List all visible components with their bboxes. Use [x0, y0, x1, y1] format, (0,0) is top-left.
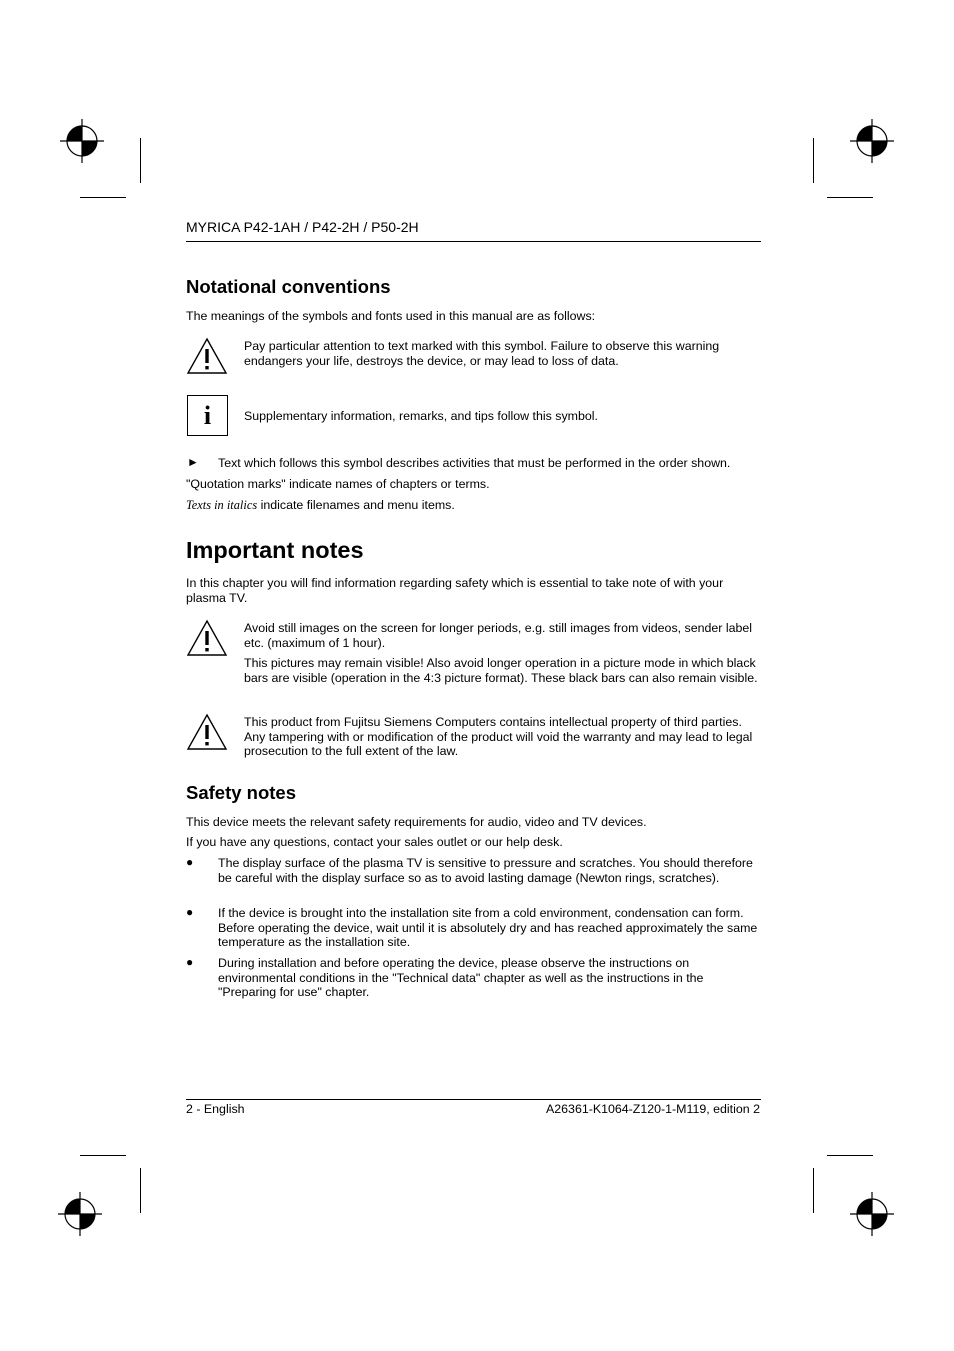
list-item: During installation and before operating the device, please observe the instructions on environmental conditions in the "Technical data" chapter as well as the instructions in the "Preparing for use" chapter. [218, 956, 704, 1000]
crop-mark [813, 138, 814, 183]
arrow-icon: ► [187, 455, 199, 469]
crop-mark [80, 1155, 126, 1156]
warning-icon [186, 619, 228, 657]
crop-mark [80, 197, 126, 198]
chapter-heading-important-notes: Important notes [186, 537, 364, 563]
crop-mark [140, 1168, 141, 1213]
document-id: A26361-K1064-Z120-1-M119, edition 2 [546, 1102, 760, 1116]
warning-black-bars: This pictures may remain visible! Also avoid longer operation in a picture mode in which black bars are visible (operation in the 4:3 picture format). These black bars can also remain visible. [244, 656, 758, 685]
crop-mark [827, 197, 873, 198]
header-rule [186, 241, 761, 242]
registration-mark-icon [850, 119, 894, 163]
crop-mark [140, 138, 141, 183]
italics-explanation: indicate filenames and menu items. [257, 498, 455, 512]
page-number: 2 - English [186, 1102, 245, 1116]
warning-intellectual-property: This product from Fujitsu Siemens Computers contains intellectual property of third parties. Any tampering with or modification of the product will void the warranty and may lead to legal prosecution to the full extent of the law. [244, 715, 753, 759]
info-symbol-description: Supplementary information, remarks, and tips follow this symbol. [244, 409, 598, 423]
bullet-icon: ● [186, 905, 194, 919]
notational-intro: The meanings of the symbols and fonts used in this manual are as follows: [186, 309, 596, 323]
list-item: If the device is brought into the installation site from a cold environment, condensation can form. Before operating the device, wait until it is absolutely dry and has reached approximately the same temperature as the installation site. [218, 906, 758, 950]
crop-mark [813, 1168, 814, 1213]
important-intro: In this chapter you will find information regarding safety which is essential to take note of with your plasma TV. [186, 576, 724, 605]
italics-description [186, 498, 761, 513]
crop-mark [827, 1155, 873, 1156]
running-header: MYRICA P42-1AH / P42-2H / P50-2H [186, 219, 419, 235]
bullet-icon: ● [186, 855, 194, 869]
info-icon [187, 395, 228, 436]
info-icon-letter: i [203, 401, 212, 430]
safety-paragraph-1: This device meets the relevant safety requirements for audio, video and TV devices. [186, 815, 647, 829]
section-heading-notational: Notational conventions [186, 276, 391, 297]
warning-icon [186, 713, 228, 751]
registration-mark-icon [850, 1192, 894, 1236]
registration-mark-icon [60, 119, 104, 163]
list-item: The display surface of the plasma TV is sensitive to pressure and scratches. You should therefore be careful with the display surface so as to avoid lasting damage (Newton rings, scratches). [218, 856, 753, 885]
arrow-symbol-description: Text which follows this symbol describes activities that must be performed in the order shown. [218, 456, 731, 470]
warning-icon [186, 337, 228, 375]
italics-sample: Texts in italics [186, 498, 258, 512]
warning-symbol-description: Pay particular attention to text marked with this symbol. Failure to observe this warning endangers your life, destroys the device, or may lead to loss of data. [244, 339, 720, 368]
quotes-description: "Quotation marks" indicate names of chapters or terms. [186, 477, 490, 491]
bullet-icon: ● [186, 955, 194, 969]
warning-still-images: Avoid still images on the screen for longer periods, e.g. still images from videos, sender label etc. (maximum of 1 hour). [244, 621, 753, 650]
safety-paragraph-2: If you have any questions, contact your sales outlet or our help desk. [186, 835, 563, 849]
footer-rule [186, 1099, 761, 1100]
registration-mark-icon [58, 1192, 102, 1236]
section-heading-safety: Safety notes [186, 782, 297, 803]
